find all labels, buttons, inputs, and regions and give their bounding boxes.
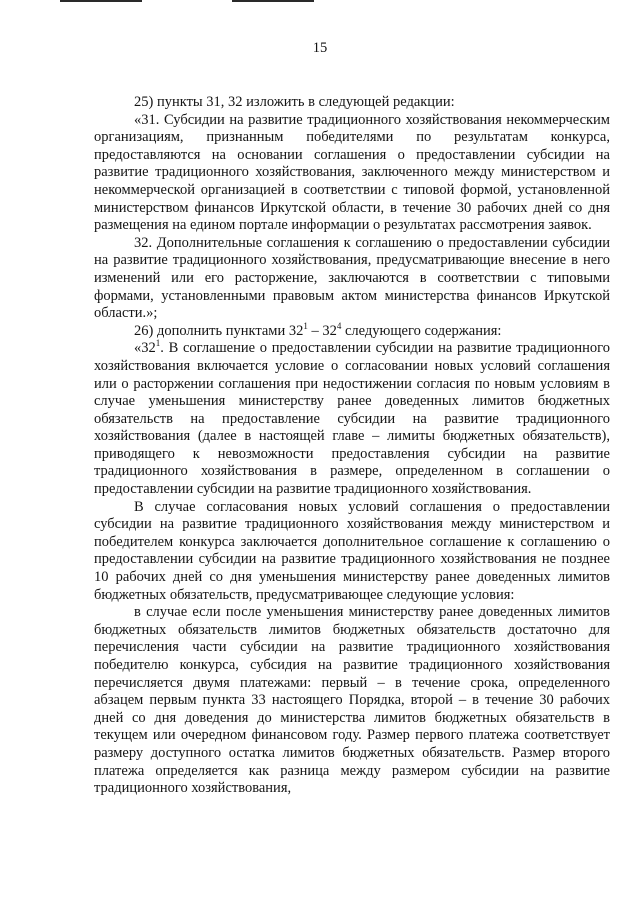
superscript: 4 bbox=[336, 320, 342, 331]
paragraph-point-32-1 bbox=[94, 340, 610, 498]
paragraph-point-31: «31. Субсидии на развитие традиционного хозяйствования некоммерческим организациям, признанным победителями по результатам конкурса, предоставляются на основании соглашения о предоставлении субсидии на развитие традиционного хозяйствования, заключенного между министерством и некоммерческой организацией в соответствии с типовой формой, установленной министерством финансов Иркутской области, в течение 30 рабочих дней со дня размещения на едином портале информации о результатах рассмотрения заявок. bbox=[94, 111, 610, 234]
page-number: 15 bbox=[312, 40, 328, 56]
item-26-text-start: 26) дополнить пунктами 32 bbox=[134, 322, 304, 339]
paragraph-item-25: 25) пункты 31, 32 изложить в следующей редакции: bbox=[134, 94, 455, 110]
superscript: 1 bbox=[303, 320, 308, 331]
header-rule-left bbox=[60, 0, 142, 2]
point-number: «32 bbox=[134, 340, 156, 357]
item-26-text-end: следующего содержания: bbox=[341, 322, 502, 339]
header-rule-right bbox=[232, 0, 314, 2]
paragraph-two-payments: в случае если после уменьшения министерству ранее доведенных лимитов бюджетных обязательств лимитов бюджетных обязательств достаточно для перечисления части субсидии на развитие традиционного хозяйствования победителю конкурса, субсидия на развитие традиционного хозяйствования перечисляется двумя платежами: первый – в течение срока, определенного абзацем первым пункта 33 настоящего Порядка, второй – в течение 30 рабочих дней со дня доведения до министерства лимитов бюджетных обязательств в текущем или очередном финансовом году. Размер первого платежа соответствует размеру доступного остатка лимитов бюджетных обязательств. Размер второго платежа определяется как разница между размером субсидии на развитие традиционного хозяйствования, bbox=[94, 604, 610, 797]
superscript: 1 bbox=[155, 338, 161, 349]
paragraph-item-26 bbox=[94, 320, 610, 341]
item-26-text-middle: – 32 bbox=[307, 322, 337, 339]
paragraph-agreement-conditions: В случае согласования новых условий соглашения о предоставлении субсидии на развитие традиционного хозяйствования между министерством и победителем конкурса заключается дополнительное соглашение к соглашению о предоставлении субсидии на развитие традиционного хозяйствования не позднее 10 рабочих дней со дня уменьшения министерству ранее доведенных лимитов бюджетных обязательств, предусматривающее следующие условия: bbox=[94, 498, 610, 603]
point-32-1-text: . В соглашение о предоставлении субсидии на развитие традиционного хозяйствования включается условие о согласовании новых условий соглашения или о расторжении соглашения при недостижении согласия по новым условиям в случае уменьшения министерству ранее доведенных лимитов бюджетных обязательств на предоставление субсидии на развитие традиционного хозяйствования (далее в настоящей главе – лимиты бюджетных обязательств), приводящего к невозможности предоставления субсидии на развитие традиционного хозяйствования в размере, определенном в соглашении о предоставлении субсидии на развитие традиционного хозяйствования. bbox=[94, 340, 610, 498]
paragraph-point-32: 32. Дополнительные соглашения к соглашению о предоставлении субсидии на развитие традиционного хозяйствования, предусматривающие внесение в него изменений или его расторжение, заключаются в соответствии с типовыми формами, установленными правовым актом министерства финансов Иркутской области.»; bbox=[94, 234, 610, 322]
document-body bbox=[94, 94, 610, 798]
